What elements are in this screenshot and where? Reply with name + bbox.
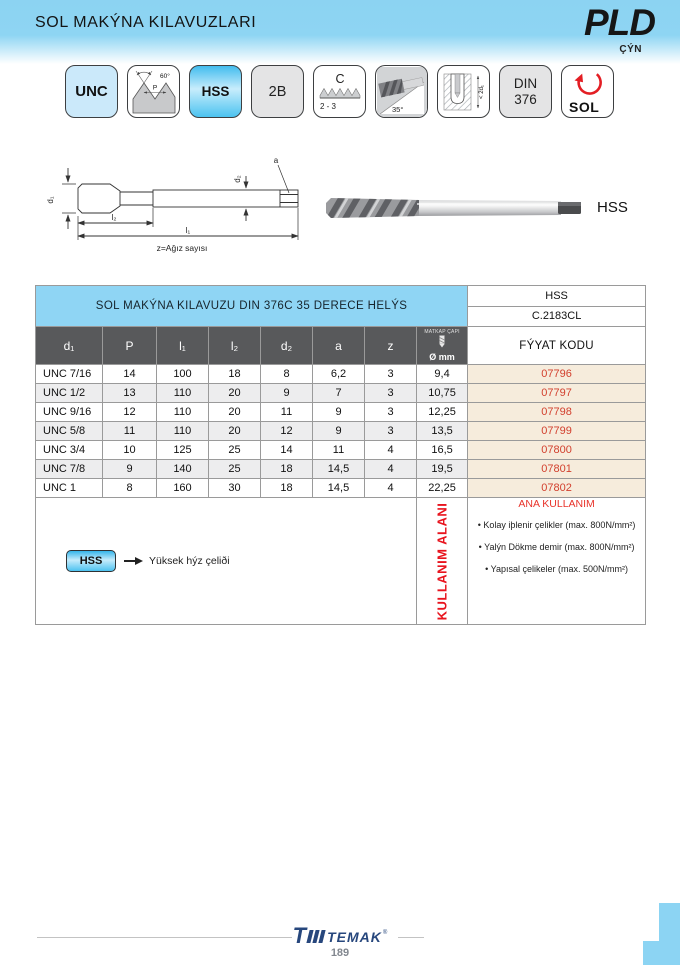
table-cell: 4 — [365, 441, 417, 460]
usage-bullet: • Kolay iþlenir çelikler (max. 800N/mm²) — [468, 520, 645, 530]
price-code-cell: 07801 — [468, 460, 646, 479]
table-cell: 18 — [261, 479, 313, 498]
material-code: C.2183CL — [531, 309, 582, 322]
table-row — [36, 422, 646, 441]
arrow-icon — [124, 560, 136, 562]
table-row — [36, 460, 646, 479]
brand-country-label: ÇÝN — [619, 44, 642, 55]
logo-t-glyph: T — [292, 923, 307, 948]
photo-material-label: HSS — [597, 199, 628, 216]
table-cell: 9 — [261, 384, 313, 403]
size-cell: UNC 7/8 — [36, 460, 103, 479]
badge-din-norm — [499, 65, 552, 118]
table-cell: 7 — [313, 384, 365, 403]
blind-hole-icon — [441, 69, 487, 115]
hss-description: Yüksek hýz çeliði — [149, 555, 230, 567]
table-cell: 12 — [103, 403, 157, 422]
table-cell: 18 — [261, 460, 313, 479]
registered-mark: ® — [382, 930, 388, 936]
table-row — [36, 479, 646, 498]
brand-logo: PLD — [584, 2, 655, 43]
drill-header-text: MATKAP ÇAPI — [424, 328, 460, 335]
usage-area-label: KULLANIM ALANI — [434, 502, 450, 620]
table-cell: 14,5 — [313, 479, 365, 498]
size-cell: UNC 7/16 — [36, 365, 103, 384]
table-cell: 140 — [157, 460, 209, 479]
col-l2: l₂ — [209, 327, 261, 365]
logo-bars-icon — [308, 930, 324, 943]
table-cell: 8 — [261, 365, 313, 384]
table-cell: 9 — [313, 422, 365, 441]
svg-text:2 - 3: 2 - 3 — [319, 101, 336, 111]
price-code-cell: 07802 — [468, 479, 646, 498]
badge-material — [189, 65, 242, 118]
badge-left-hand — [561, 65, 614, 118]
header-band — [0, 0, 680, 64]
tolerance-label: 2B — [268, 83, 287, 100]
corner-decoration — [643, 941, 680, 965]
usage-bullet: • Yapısal çelikeler (max. 500N/mm²) — [468, 564, 645, 574]
usage-area-cell — [417, 498, 468, 625]
material-legend — [66, 550, 416, 572]
badge-blind-hole — [437, 65, 490, 118]
table-title-row — [36, 286, 646, 327]
table-cell: 160 — [157, 479, 209, 498]
footer-logo — [0, 923, 680, 948]
svg-text:35°: 35° — [391, 104, 403, 114]
left-hand-label: SOL — [569, 99, 600, 115]
price-code-cell: 07796 — [468, 365, 646, 384]
usage-bullet: • Yalýn Dökme demir (max. 800N/mm²) — [468, 542, 645, 552]
table-cell: 110 — [157, 403, 209, 422]
col-drill-diameter — [417, 327, 468, 365]
table-cell: 9 — [313, 403, 365, 422]
table-cell: 10 — [103, 441, 157, 460]
drill-diameter-cell: 19,5 — [417, 460, 468, 479]
col-d1: d₁ — [36, 327, 103, 365]
svg-text:60°: 60° — [159, 72, 170, 80]
table-header-row — [36, 327, 646, 365]
spec-badge-row — [65, 65, 614, 118]
spiral-flute-icon — [377, 67, 427, 117]
material-label: HSS — [201, 84, 230, 99]
dim-a-label: a — [273, 156, 279, 165]
dim-l1-label: l₁ — [185, 226, 191, 235]
table-cell: 100 — [157, 365, 209, 384]
table-cell: 4 — [365, 460, 417, 479]
table-cell: 3 — [365, 403, 417, 422]
table-cell: 11 — [313, 441, 365, 460]
page-title: SOL MAKÝNA KILAVUZLARI — [35, 14, 257, 31]
logo-text: TEMAK — [327, 929, 382, 945]
drill-diameter-cell: 16,5 — [417, 441, 468, 460]
table-cell: 30 — [209, 479, 261, 498]
table-row — [36, 365, 646, 384]
table-row — [36, 384, 646, 403]
table-cell: 14 — [103, 365, 157, 384]
badge-chamfer-form — [313, 65, 366, 118]
drill-diameter-cell: 10,75 — [417, 384, 468, 403]
dim-d1-label: d₁ — [46, 196, 55, 204]
table-cell: 3 — [365, 384, 417, 403]
usage-row — [36, 498, 646, 625]
table-row — [36, 441, 646, 460]
badge-helix-angle — [375, 65, 428, 118]
table-cell: 14,5 — [313, 460, 365, 479]
price-code-cell: 07798 — [468, 403, 646, 422]
main-usage-cell — [468, 498, 646, 625]
table-cell: 13 — [103, 384, 157, 403]
svg-text:C: C — [334, 71, 345, 86]
size-cell: UNC 1 — [36, 479, 103, 498]
main-usage-title: ANA KULLANIM — [518, 498, 595, 510]
size-cell: UNC 1/2 — [36, 384, 103, 403]
col-d2: d₂ — [261, 327, 313, 365]
col-l1: l₁ — [157, 327, 209, 365]
size-cell: UNC 9/16 — [36, 403, 103, 422]
table-cell: 14 — [261, 441, 313, 460]
price-code-cell: 07800 — [468, 441, 646, 460]
price-code-cell: 07797 — [468, 384, 646, 403]
din-norm-label: DIN 376 — [513, 75, 538, 107]
table-cell: 20 — [209, 403, 261, 422]
drill-bit-icon — [436, 335, 448, 348]
drill-diameter-cell: 13,5 — [417, 422, 468, 441]
spec-table — [35, 285, 646, 625]
table-cell: 18 — [209, 365, 261, 384]
table-cell: 9 — [103, 460, 157, 479]
chamfer-form-icon — [317, 69, 363, 115]
dim-l2-label: l₂ — [111, 213, 117, 222]
table-cell: 110 — [157, 384, 209, 403]
table-cell: 12 — [261, 422, 313, 441]
badge-thread-profile — [127, 65, 180, 118]
page-number: 189 — [330, 947, 350, 959]
hss-chip: HSS — [66, 550, 116, 572]
tap-photo — [325, 186, 590, 230]
badge-tolerance — [251, 65, 304, 118]
thread-profile-icon — [131, 69, 177, 115]
table-cell: 125 — [157, 441, 209, 460]
table-cell: 6,2 — [313, 365, 365, 384]
drill-diameter-cell: 22,25 — [417, 479, 468, 498]
table-cell: 110 — [157, 422, 209, 441]
dim-d2-label: d₂ — [233, 175, 242, 183]
table-row — [36, 403, 646, 422]
thread-standard-label: UNC — [75, 83, 108, 100]
col-p: P — [103, 327, 157, 365]
table-cell: 20 — [209, 384, 261, 403]
svg-text:< 2d₁: < 2d₁ — [478, 84, 485, 99]
table-cell: 20 — [209, 422, 261, 441]
table-cell: 3 — [365, 422, 417, 441]
drawing-caption: z=Ağız sayısı — [156, 243, 208, 253]
table-cell: 11 — [261, 403, 313, 422]
price-code-header: FÝYAT KODU — [468, 327, 646, 365]
size-cell: UNC 3/4 — [36, 441, 103, 460]
material-code-cell — [468, 286, 646, 327]
table-cell: 3 — [365, 365, 417, 384]
svg-text:P: P — [152, 84, 157, 91]
size-cell: UNC 5/8 — [36, 422, 103, 441]
material-name: HSS — [468, 287, 645, 307]
counterclockwise-arrow-icon — [573, 69, 605, 95]
col-z: z — [365, 327, 417, 365]
table-cell: 25 — [209, 441, 261, 460]
badge-thread-standard — [65, 65, 118, 118]
table-cell: 8 — [103, 479, 157, 498]
table-body — [36, 365, 646, 498]
table-cell: 11 — [103, 422, 157, 441]
drill-diameter-cell: 9,4 — [417, 365, 468, 384]
material-legend-cell — [36, 498, 417, 625]
col-a: a — [313, 327, 365, 365]
table-cell: 4 — [365, 479, 417, 498]
table-cell: 25 — [209, 460, 261, 479]
drill-diameter-cell: 12,25 — [417, 403, 468, 422]
price-code-cell: 07799 — [468, 422, 646, 441]
table-title: SOL MAKÝNA KILAVUZU DIN 376C 35 DERECE HELÝS — [36, 286, 468, 327]
drill-unit-label: Ø mm — [429, 351, 455, 362]
technical-drawing — [40, 150, 320, 265]
